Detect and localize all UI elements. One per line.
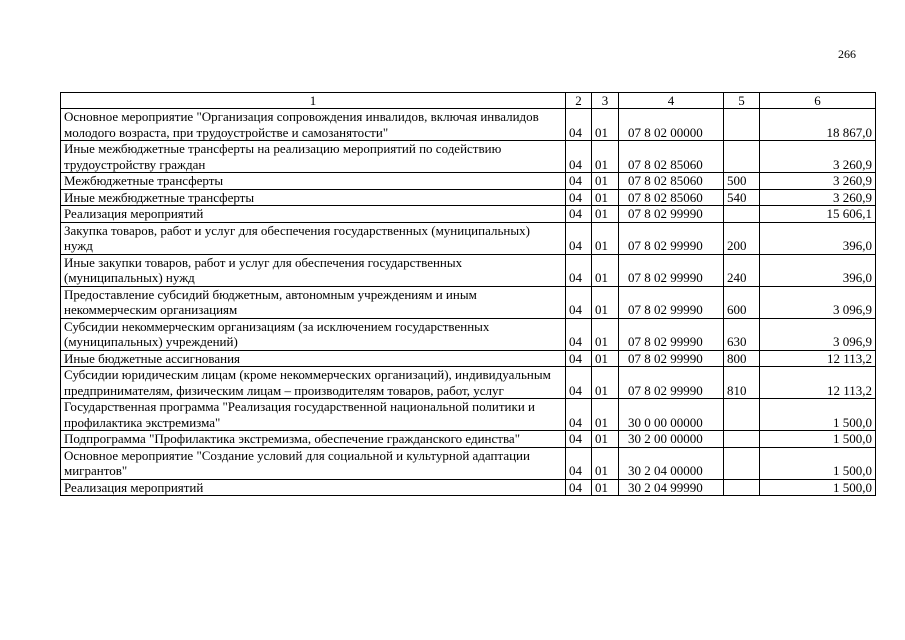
- row-subsection-cell: 01: [592, 222, 619, 254]
- row-subsection-cell: 01: [592, 479, 619, 496]
- row-section-cell: 04: [566, 399, 592, 431]
- row-target-cell: 07 8 02 99990: [619, 254, 724, 286]
- row-name-cell: Основное мероприятие "Организация сопровождения инвалидов, включая инвалидов молодого возраста, при трудоустройстве и самозанятости": [61, 109, 566, 141]
- row-target-cell: 07 8 02 85060: [619, 173, 724, 190]
- row-subsection-cell: 01: [592, 109, 619, 141]
- row-amount-cell: 3 260,9: [760, 141, 876, 173]
- table-row: [61, 141, 876, 173]
- column-header-amount: 6: [760, 93, 876, 109]
- row-amount-cell: 3 096,9: [760, 286, 876, 318]
- table-row: [61, 399, 876, 431]
- row-name-cell: Межбюджетные трансферты: [61, 173, 566, 190]
- row-expense-cell: [724, 399, 760, 431]
- row-name-cell: Субсидии некоммерческим организациям (за исключением государственных (муниципальных) учреждений): [61, 318, 566, 350]
- row-amount-cell: 1 500,0: [760, 447, 876, 479]
- column-header-subsection: 3: [592, 93, 619, 109]
- row-expense-cell: [724, 109, 760, 141]
- table-row: [61, 254, 876, 286]
- row-section-cell: 04: [566, 206, 592, 223]
- row-amount-cell: 12 113,2: [760, 367, 876, 399]
- row-section-cell: 04: [566, 431, 592, 448]
- row-target-cell: 30 2 00 00000: [619, 431, 724, 448]
- row-amount-cell: 396,0: [760, 254, 876, 286]
- row-section-cell: 04: [566, 141, 592, 173]
- row-subsection-cell: 01: [592, 350, 619, 367]
- row-section-cell: 04: [566, 447, 592, 479]
- table-row: [61, 350, 876, 367]
- row-expense-cell: 200: [724, 222, 760, 254]
- table-row: [61, 222, 876, 254]
- row-expense-cell: 630: [724, 318, 760, 350]
- row-section-cell: 04: [566, 479, 592, 496]
- row-section-cell: 04: [566, 350, 592, 367]
- row-subsection-cell: 01: [592, 431, 619, 448]
- row-subsection-cell: 01: [592, 447, 619, 479]
- row-section-cell: 04: [566, 189, 592, 206]
- row-target-cell: 30 2 04 00000: [619, 447, 724, 479]
- row-subsection-cell: 01: [592, 254, 619, 286]
- row-name-cell: Иные межбюджетные трансферты на реализацию мероприятий по содействию трудоустройству граждан: [61, 141, 566, 173]
- row-name-cell: Иные бюджетные ассигнования: [61, 350, 566, 367]
- row-target-cell: 07 8 02 85060: [619, 189, 724, 206]
- row-expense-cell: 240: [724, 254, 760, 286]
- row-expense-cell: [724, 447, 760, 479]
- row-section-cell: 04: [566, 367, 592, 399]
- row-expense-cell: [724, 141, 760, 173]
- row-subsection-cell: 01: [592, 286, 619, 318]
- row-expense-cell: 540: [724, 189, 760, 206]
- row-amount-cell: 1 500,0: [760, 431, 876, 448]
- table-row: [61, 173, 876, 190]
- row-target-cell: 30 2 04 99990: [619, 479, 724, 496]
- row-expense-cell: 600: [724, 286, 760, 318]
- row-amount-cell: 1 500,0: [760, 479, 876, 496]
- row-target-cell: 07 8 02 99990: [619, 222, 724, 254]
- page-number: 266: [838, 47, 856, 61]
- row-amount-cell: 3 096,9: [760, 318, 876, 350]
- row-subsection-cell: 01: [592, 318, 619, 350]
- row-section-cell: 04: [566, 318, 592, 350]
- row-subsection-cell: 01: [592, 189, 619, 206]
- table-row: [61, 479, 876, 496]
- row-target-cell: 07 8 02 99990: [619, 350, 724, 367]
- row-amount-cell: 396,0: [760, 222, 876, 254]
- row-target-cell: 07 8 02 99990: [619, 206, 724, 223]
- row-name-cell: Государственная программа "Реализация государственной национальной политики и профилактика экстремизма": [61, 399, 566, 431]
- row-subsection-cell: 01: [592, 399, 619, 431]
- table-row: [61, 189, 876, 206]
- row-target-cell: 07 8 02 99990: [619, 318, 724, 350]
- row-subsection-cell: 01: [592, 367, 619, 399]
- row-target-cell: 07 8 02 85060: [619, 141, 724, 173]
- row-target-cell: 07 8 02 99990: [619, 367, 724, 399]
- row-expense-cell: [724, 431, 760, 448]
- table-row: [61, 367, 876, 399]
- row-amount-cell: 15 606,1: [760, 206, 876, 223]
- row-name-cell: Реализация мероприятий: [61, 206, 566, 223]
- table-row: [61, 206, 876, 223]
- row-expense-cell: [724, 479, 760, 496]
- row-amount-cell: 1 500,0: [760, 399, 876, 431]
- budget-table-body: [61, 93, 876, 496]
- row-amount-cell: 12 113,2: [760, 350, 876, 367]
- row-name-cell: Предоставление субсидий бюджетным, автономным учреждениям и иным некоммерческим организациям: [61, 286, 566, 318]
- table-row: [61, 109, 876, 141]
- row-name-cell: Иные закупки товаров, работ и услуг для обеспечения государственных (муниципальных) нужд: [61, 254, 566, 286]
- row-section-cell: 04: [566, 286, 592, 318]
- table-row: [61, 431, 876, 448]
- table-row: [61, 447, 876, 479]
- column-header-section: 2: [566, 93, 592, 109]
- row-name-cell: Реализация мероприятий: [61, 479, 566, 496]
- row-expense-cell: 800: [724, 350, 760, 367]
- row-amount-cell: 3 260,9: [760, 189, 876, 206]
- row-name-cell: Закупка товаров, работ и услуг для обеспечения государственных (муниципальных) нужд: [61, 222, 566, 254]
- column-header-name: 1: [61, 93, 566, 109]
- row-name-cell: Иные межбюджетные трансферты: [61, 189, 566, 206]
- row-subsection-cell: 01: [592, 206, 619, 223]
- row-name-cell: Основное мероприятие "Создание условий для социальной и культурной адаптации мигрантов": [61, 447, 566, 479]
- row-target-cell: 07 8 02 00000: [619, 109, 724, 141]
- budget-table: [60, 92, 876, 496]
- row-section-cell: 04: [566, 222, 592, 254]
- row-name-cell: Подпрограмма "Профилактика экстремизма, обеспечение гражданского единства": [61, 431, 566, 448]
- column-header-target: 4: [619, 93, 724, 109]
- table-row: [61, 286, 876, 318]
- row-target-cell: 07 8 02 99990: [619, 286, 724, 318]
- row-amount-cell: 3 260,9: [760, 173, 876, 190]
- row-amount-cell: 18 867,0: [760, 109, 876, 141]
- row-section-cell: 04: [566, 109, 592, 141]
- row-subsection-cell: 01: [592, 173, 619, 190]
- row-target-cell: 30 0 00 00000: [619, 399, 724, 431]
- row-name-cell: Субсидии юридическим лицам (кроме некоммерческих организаций), индивидуальным предпринимателям, физическим лицам – производителям товаров, работ, услуг: [61, 367, 566, 399]
- row-expense-cell: 500: [724, 173, 760, 190]
- row-section-cell: 04: [566, 254, 592, 286]
- row-subsection-cell: 01: [592, 141, 619, 173]
- row-expense-cell: 810: [724, 367, 760, 399]
- row-expense-cell: [724, 206, 760, 223]
- table-row: [61, 318, 876, 350]
- table-header-row: [61, 93, 876, 109]
- column-header-expense: 5: [724, 93, 760, 109]
- row-section-cell: 04: [566, 173, 592, 190]
